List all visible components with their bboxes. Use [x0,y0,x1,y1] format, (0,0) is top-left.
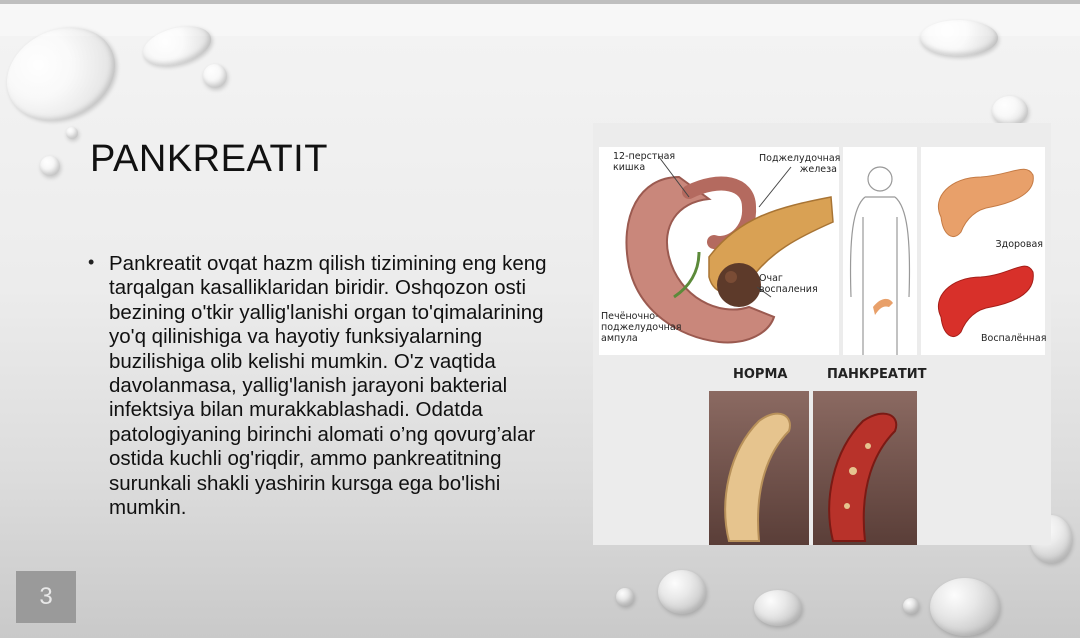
label-inflammation-focus: Очаг воспаления [759,273,818,295]
page-number-badge: 3 [16,571,76,623]
label-pancreatitis: ПАНКРЕАТИТ [827,367,927,382]
bullet-list [88,252,568,520]
label-ampulla: Печёночно-поджелудочная ампула [601,311,682,344]
label-duodenum: 12-перстная кишка [613,151,676,173]
normal-pancreas-image [709,391,809,545]
water-drop [930,578,1000,636]
inflamed-pancreas-image [813,391,917,545]
bullet-text: Pankreatit ovqat hazm qilish tizimining eng keng tarqalgan kasalliklaridan biridir. Oshqozon osti bezining o'tkir yallig'lanishi organ to'qimalarining yo'q qilinishiga va hayotiy funksiyalarning buzilishiga olib kelishi mumkin. O'z vaqtida davolanmasa, yallig'lanish jarayoni bakterial infektsiya bilan murakkablashadi. Odatda patologiyaning birinchi alomati o’ng qovurg’alar ostida kuchli og'riqdir, ammo pankreatitning surunkali shakli yashirin kursga ega bo'lishi mumkin. [109,252,547,520]
water-drop [203,64,227,88]
water-drop [66,127,78,139]
body-silhouette-panel [843,147,917,355]
water-drop [40,156,60,176]
normal-gland-drawing [709,391,809,545]
inflamed-gland-drawing [813,391,917,545]
water-drop [658,570,706,614]
body-silhouette [843,147,917,355]
water-drop [616,588,634,606]
bullet-marker: • [88,252,95,272]
label-healthy: Здоровая [995,239,1043,250]
gland-comparison [921,147,1045,355]
label-pancreas: Поджелудочная железа [759,153,841,175]
slide-title: PANKREATIT [90,138,328,180]
pancreas-illustration [593,123,1051,545]
anatomy-panel [599,147,839,355]
label-inflamed: Воспалённая [981,333,1047,344]
water-drop [992,96,1028,126]
label-norm: НОРМА [733,367,788,382]
water-drop [920,20,998,56]
comparison-panel [921,147,1045,355]
water-drop [903,598,919,614]
water-drop [754,590,802,626]
